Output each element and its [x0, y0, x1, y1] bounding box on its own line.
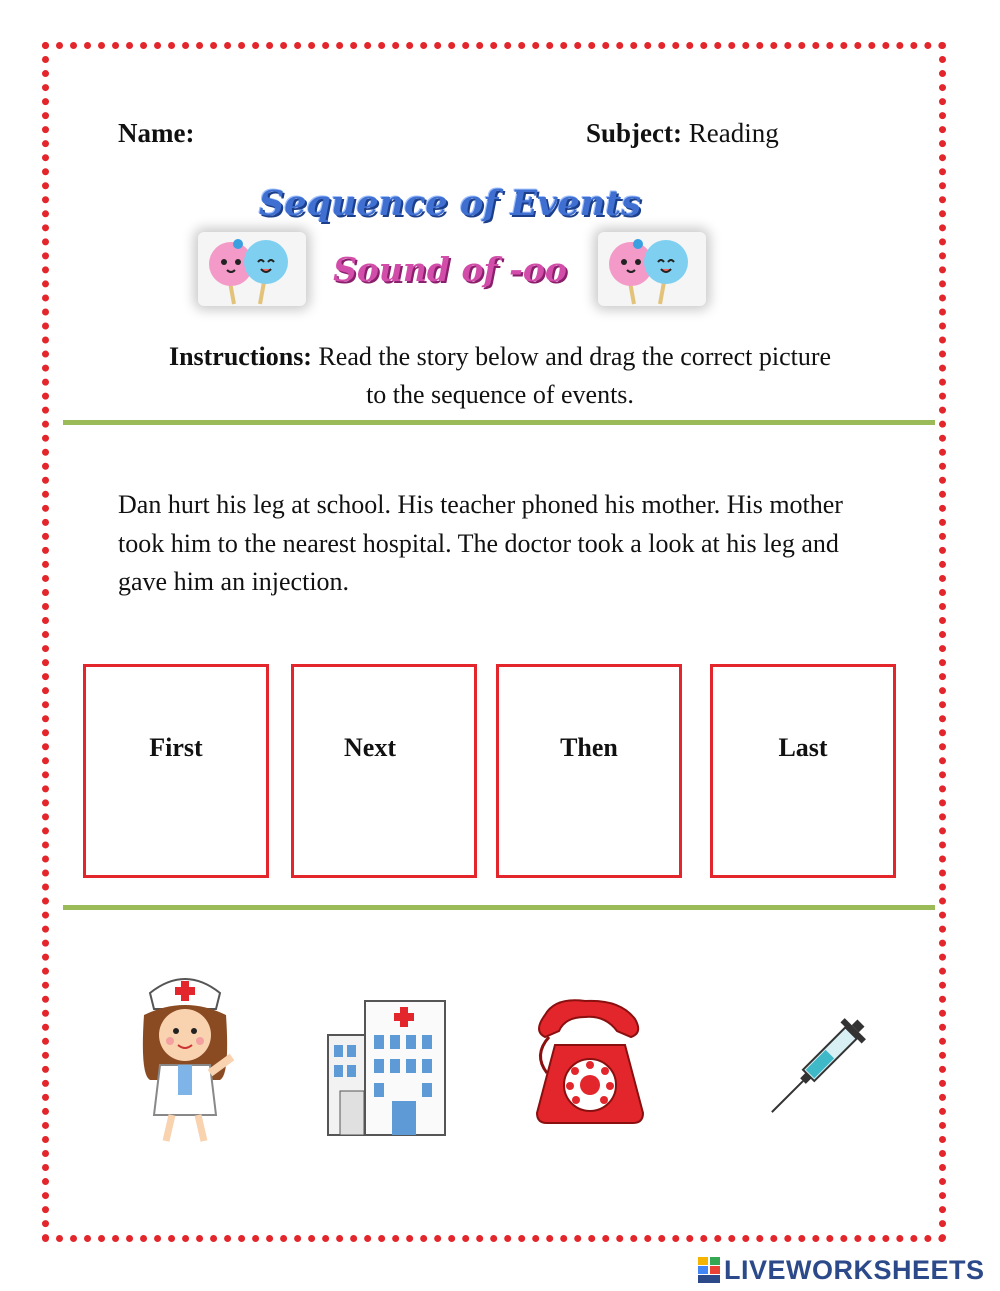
instructions [100, 338, 900, 414]
liveworksheets-logo-icon [698, 1257, 720, 1283]
subject-field [586, 118, 779, 149]
instructions-label: Instructions: [168, 342, 312, 371]
page-title: Sequence of Events [258, 183, 642, 224]
story-text: Dan hurt his leg at school. His teacher phoned his mother. His mother took him to the nearest hospital. The doctor took a look at his leg and gave him an injection. [118, 490, 843, 596]
drop-zone-label: Last [778, 733, 828, 762]
subject-label: Subject: [586, 118, 682, 148]
drop-zone-first[interactable] [83, 664, 269, 878]
drop-zone-last[interactable] [710, 664, 896, 878]
syringe-icon[interactable] [760, 1012, 870, 1132]
drop-zone-label: First [149, 733, 203, 762]
divider-top [63, 420, 935, 425]
nurse-icon[interactable] [120, 965, 250, 1150]
name-field [118, 118, 194, 149]
drop-zone-label: Then [560, 733, 618, 762]
liveworksheets-logo [698, 1254, 985, 1286]
divider-bottom [63, 905, 935, 910]
name-label: Name: [118, 118, 195, 148]
drop-zone-then[interactable] [496, 664, 682, 878]
telephone-icon[interactable] [525, 995, 655, 1135]
instructions-text: Read the story below and drag the correct picture [318, 342, 832, 371]
subject-value: Reading [688, 118, 779, 148]
hospital-icon[interactable] [320, 995, 450, 1145]
page-subtitle: Sound of -oo [333, 250, 567, 289]
drop-zone-label: Next [344, 733, 396, 762]
drop-zone-next[interactable] [291, 664, 477, 878]
instructions-text-2: to the sequence of events. [366, 380, 634, 409]
logo-text: LIVEWORKSHEETS [724, 1254, 985, 1285]
